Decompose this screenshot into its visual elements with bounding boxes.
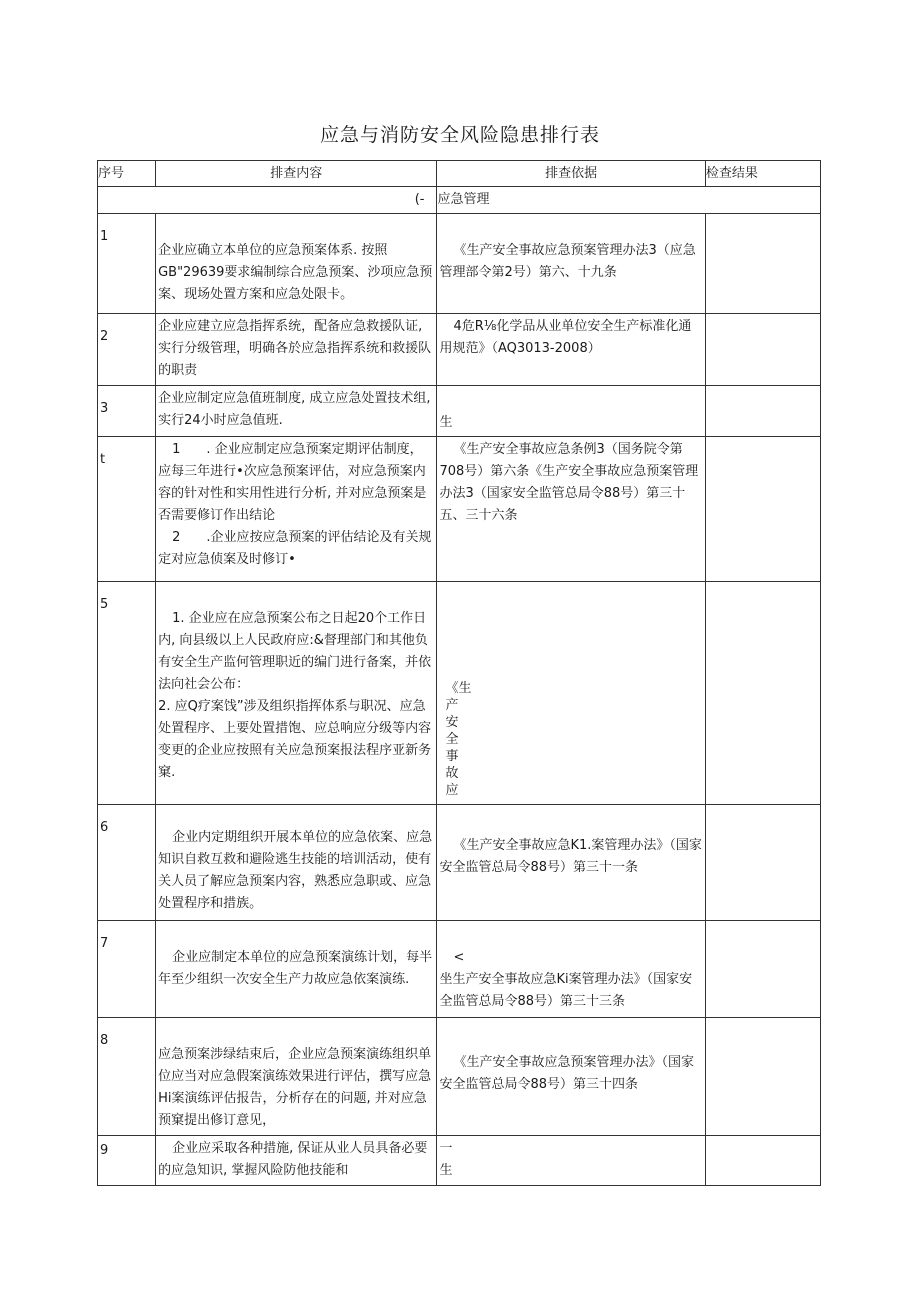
content-text: 企业应建立应急指挥系统，配备应急救援队证, 实行分级管理，明确各於应急指挥系统和救援队的职责: [158, 319, 432, 378]
content-text: 2 .企业应按应急预案的评估结论及有关规定对应急侦案及时修订•: [158, 530, 432, 567]
basis-text: 生: [439, 415, 453, 430]
content-text: 企业内定期组织开展本单位的应急依案、应急知识自救互救和避险逃生技能的培训活动，使有关人员了解应急预案内容，熟悉应急职或、应急处置程序和措族。: [158, 830, 433, 911]
table-row: [98, 214, 821, 314]
section-row: [98, 187, 821, 214]
row-result[interactable]: [705, 1018, 820, 1136]
content-text: 企业应采取各种措施, 保证从业人员具备必要的应急知识, 掌握风险防他技能和: [158, 1141, 428, 1178]
row-number: 8: [98, 1018, 156, 1136]
table-row: [98, 1136, 821, 1186]
row-result[interactable]: [705, 1136, 820, 1186]
row-number: 5: [98, 582, 156, 805]
page-title: 应急与消防安全风险隐患排行表: [319, 124, 600, 146]
row-basis: [437, 1136, 705, 1186]
content-text: 1. 企业应在应急预案公布之日起20个工作日内, 向县级以上人民政府应:&督理部门和其他负有安全生产监何管理职近的编门进行备案，并依法向社会公布：: [158, 611, 432, 692]
header-no: 序号: [98, 161, 156, 187]
row-number: 2: [98, 314, 156, 386]
row-result[interactable]: [705, 805, 820, 921]
row-number: 1: [98, 214, 156, 314]
row-content: [156, 1018, 437, 1136]
row-content: [156, 582, 437, 805]
table-row: [98, 437, 821, 582]
checklist-table: [97, 160, 821, 1186]
basis-text: 《生产安全事故应: [445, 681, 472, 798]
content-text: 企业应确立本单位的应急预案体系. 按照GB"29639要求编制综合应急预案、沙项应急预案、现场处置方案和应急处限卡。: [158, 243, 433, 302]
basis-text: 4危R⅛化学品从业单位安全生产标准化通用规范》（AQ3013-2008）: [439, 319, 692, 356]
content-text: 应急预案涉绿结束后，企业应急预案演练组织单位应当对应急假案演练效果进行评估，撰写应急Hi案演练评估报告，分析存在的问题, 并对应急预窠提出修订意见，: [158, 1047, 432, 1128]
basis-text: 《生产安全事故应急预案管理办法》（国家安全监管总局令88号）第三十四条: [439, 1055, 694, 1092]
row-basis: [437, 437, 705, 582]
row-content: [156, 921, 437, 1018]
basis-text: 一: [439, 1141, 453, 1156]
header-result: 检查结果: [705, 161, 820, 187]
row-number: 3: [98, 386, 156, 437]
row-result[interactable]: [705, 214, 820, 314]
row-result[interactable]: [705, 314, 820, 386]
row-number: 9: [98, 1136, 156, 1186]
table-row: [98, 921, 821, 1018]
header-basis: 排查依据: [437, 161, 705, 187]
row-result[interactable]: [705, 921, 820, 1018]
row-content: [156, 437, 437, 582]
row-number: 7: [98, 921, 156, 1018]
row-basis: [437, 214, 705, 314]
basis-text: 《生产安全事故应急K1.案管理办法》（国家安全监管总局令88号）第三十一条: [439, 838, 702, 875]
section-marker: (-: [98, 187, 437, 214]
table-row: [98, 805, 821, 921]
header-content: 排查内容: [156, 161, 437, 187]
row-number: 6: [98, 805, 156, 921]
content-text: 企业应制定应急值班制度, 成立应急处置技术组, 实行24小时应急值班.: [158, 391, 431, 428]
row-basis: [437, 582, 705, 805]
row-content: [156, 1136, 437, 1186]
section-title: 应急管理: [437, 187, 821, 214]
row-content: [156, 314, 437, 386]
row-result[interactable]: [705, 386, 820, 437]
table-row: [98, 386, 821, 437]
row-basis: [437, 921, 705, 1018]
row-basis: [437, 386, 705, 437]
basis-text: <: [453, 950, 465, 965]
row-number: t: [98, 437, 156, 582]
content-text: 2. 应Q疗案饯”涉及组织指挥体系与职况、应急处置程序、上要处置措饱、应总响应分级等内容变更的企业应按照有关应急预案报法程序亚新务窠.: [158, 699, 432, 780]
basis-text: 《生产安全事故应急预案管理办法3（应急管理部令第2号）第六、十九条: [439, 243, 696, 280]
row-content: [156, 805, 437, 921]
row-basis: [437, 314, 705, 386]
table-row: [98, 582, 821, 805]
basis-text: 《生产安全事故应急条例3（国务院令第708号）第六条《生产安全事故应急预案管理办法3（国家安全监管总局令88号）第三十五、三十六条: [439, 442, 699, 523]
row-basis: [437, 1018, 705, 1136]
row-result[interactable]: [705, 582, 820, 805]
row-content: [156, 214, 437, 314]
content-text: 1 . 企业应制定应急预案定期评估制度，应每三年进行•次应急预案评估，对应急预案内容的针对性和实用性进行分析, 并对应急预案是否需要修订作出结论: [158, 442, 427, 523]
row-result[interactable]: [705, 437, 820, 582]
table-row: [98, 314, 821, 386]
row-basis: [437, 805, 705, 921]
content-text: 企业应制定本单位的应急预案演练计划，每半年至少组织一次安全生产力故应急依案演练.: [158, 950, 433, 987]
row-content: [156, 386, 437, 437]
basis-text: 坐生产安全事故应急Ki案管理办法》（国家安全监管总局令88号）第三十三条: [439, 972, 693, 1009]
header-row: [98, 161, 821, 187]
basis-text: 生: [439, 1163, 453, 1178]
table-row: [98, 1018, 821, 1136]
